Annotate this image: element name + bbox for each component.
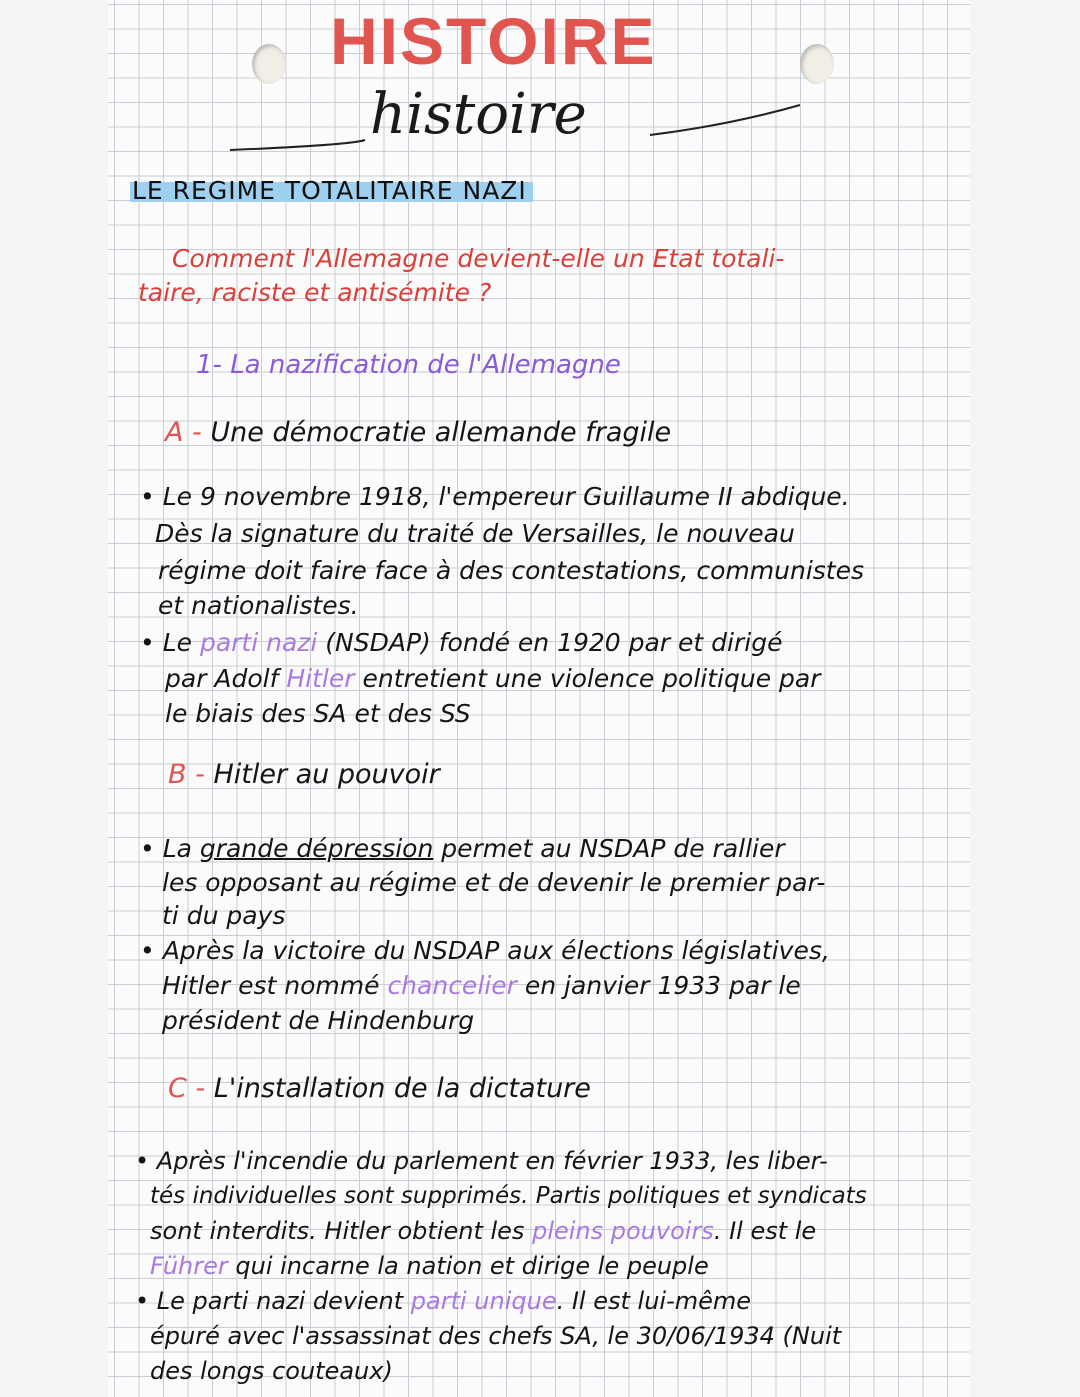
section-title-text: L'installation de la dictature: [213, 1073, 591, 1104]
chapter-heading: LE REGIME TOTALITAIRE NAZI: [130, 176, 533, 205]
title-swash: [230, 100, 810, 160]
text-line: des longs couteaux): [150, 1357, 393, 1385]
text-fragment: sont interdits. Hitler obtient les: [150, 1217, 533, 1245]
part-title: 1- La nazification de l'Allemagne: [196, 350, 621, 380]
text-fragment: (NSDAP) fondé en 1920 par et dirigé: [317, 628, 783, 657]
question-line-1: Comment l'Allemagne devient-elle un Etat totali-: [172, 244, 785, 273]
text-fragment: • Le parti nazi devient: [135, 1287, 411, 1315]
section-b-title: [168, 760, 440, 790]
text-fragment: . Il est lui-même: [556, 1287, 752, 1315]
text-line: [140, 834, 785, 864]
question-line-2: taire, raciste et antisémite ?: [138, 278, 492, 307]
text-fragment: Hitler est nommé: [162, 971, 388, 1000]
text-line: régime doit faire face à des contestations, communistes: [158, 556, 865, 585]
highlighted-term: Führer: [150, 1252, 228, 1280]
text-line: [165, 664, 821, 694]
text-line: • Le 9 novembre 1918, l'empereur Guillaume II abdique.: [140, 482, 850, 511]
highlighted-term: parti nazi: [199, 628, 318, 657]
text-fragment: qui incarne la nation et dirige le peuple: [227, 1252, 709, 1280]
text-fragment: • Le: [140, 628, 200, 657]
text-fragment: . Il est le: [713, 1217, 817, 1245]
text-line: épuré avec l'assassinat des chefs SA, le 30/06/1934 (Nuit: [150, 1322, 842, 1350]
text-line: le biais des SA et des SS: [165, 699, 471, 728]
text-line: ti du pays: [162, 901, 286, 930]
text-line: les opposant au régime et de devenir le premier par-: [162, 868, 826, 897]
section-title-text: Une démocratie allemande fragile: [210, 417, 672, 448]
text-line: [135, 1286, 751, 1316]
text-line: • Après la victoire du NSDAP aux élections législatives,: [140, 936, 830, 965]
section-title-text: Hitler au pouvoir: [213, 759, 440, 790]
highlighted-term: chancelier: [387, 971, 517, 1000]
highlighted-term: parti unique: [410, 1287, 557, 1315]
section-c-title: [168, 1074, 591, 1104]
text-line: [150, 1216, 816, 1246]
section-letter: A -: [165, 417, 202, 448]
title-script: histoire: [370, 82, 587, 147]
text-line: Dès la signature du traité de Versailles, le nouveau: [155, 519, 795, 548]
text-line: président de Hindenburg: [162, 1006, 475, 1035]
text-line: tés individuelles sont supprimés. Partis politiques et syndicats: [150, 1183, 867, 1209]
text-line: [140, 628, 782, 658]
text-line: [162, 971, 801, 1001]
text-fragment: par Adolf: [165, 664, 287, 693]
text-fragment: entretient une violence politique par: [354, 664, 821, 693]
text-fragment: en janvier 1933 par le: [516, 971, 801, 1000]
text-line: et nationalistes.: [158, 591, 359, 620]
title-block-letters: HISTOIRE: [330, 4, 657, 78]
text-fragment: • La: [140, 834, 200, 863]
section-a-title: [165, 418, 671, 448]
punch-hole-right: [800, 44, 834, 84]
section-letter: C -: [168, 1073, 206, 1104]
highlighted-term: pleins pouvoirs: [532, 1217, 714, 1245]
underlined-term: grande dépression: [199, 834, 434, 863]
section-letter: B -: [168, 759, 205, 790]
text-fragment: permet au NSDAP de rallier: [433, 834, 785, 863]
text-line: [150, 1251, 709, 1281]
punch-hole-left: [252, 44, 286, 84]
highlighted-term: Hitler: [286, 664, 355, 693]
text-line: • Après l'incendie du parlement en février 1933, les liber-: [135, 1147, 828, 1175]
